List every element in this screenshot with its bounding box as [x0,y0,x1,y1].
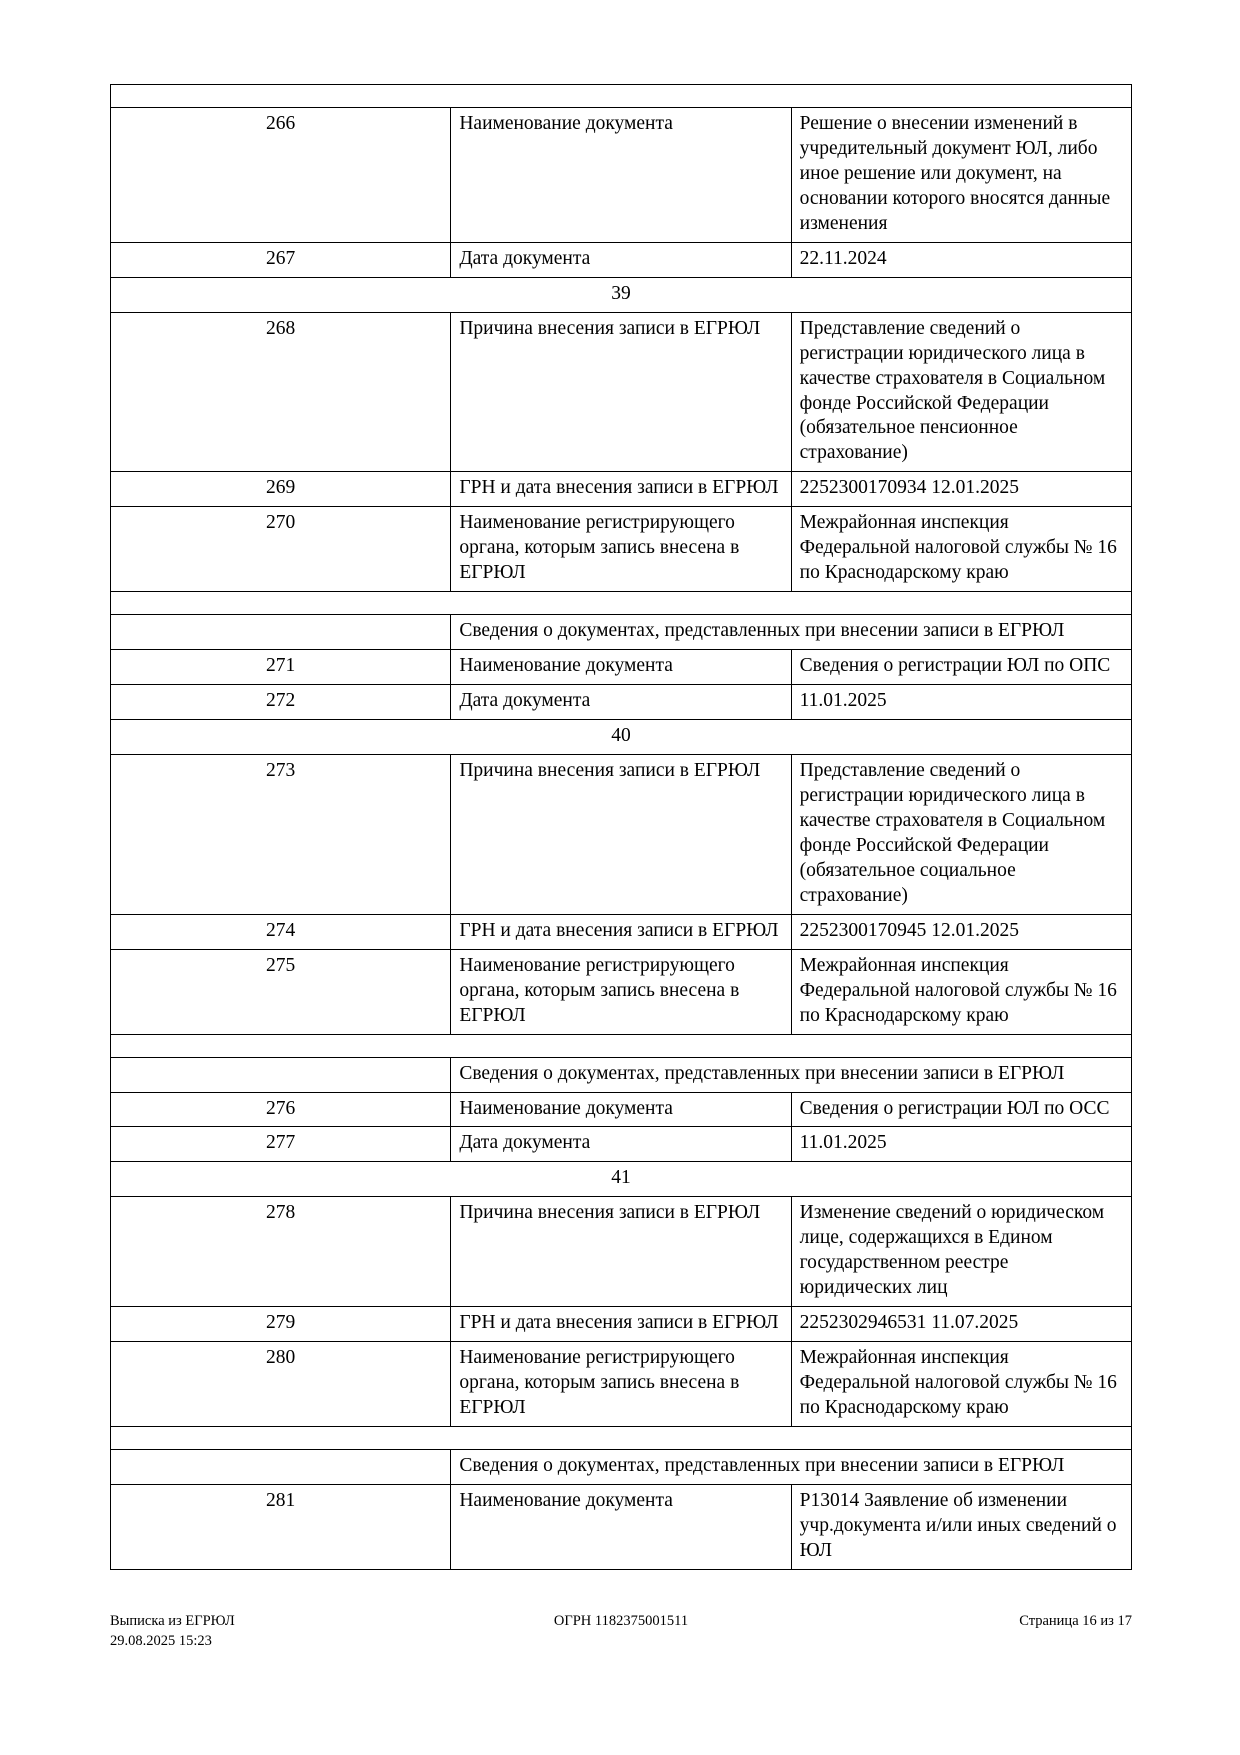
row-field-name: Наименование документа [451,108,791,243]
row-number: 275 [111,949,451,1034]
table-spacer-row [111,1426,1132,1449]
row-number: 269 [111,472,451,507]
row-number: 272 [111,685,451,720]
section-title-row [111,1057,1132,1092]
table-spacer-row [111,1034,1132,1057]
group-number-row [111,720,1132,755]
row-number: 273 [111,755,451,915]
row-field-name: Наименование регистрирующего органа, которым запись внесена в ЕГРЮЛ [451,949,791,1034]
table-row [111,312,1132,472]
table-spacer-row [111,592,1132,615]
section-row-number-cell [111,1449,451,1484]
row-field-value: 11.01.2025 [791,1127,1131,1162]
row-field-value: Р13014 Заявление об изменении учр.документа и/или иных сведений о ЮЛ [791,1484,1131,1569]
row-number: 277 [111,1127,451,1162]
spacer-cell [111,1034,1132,1057]
page-footer [110,1612,1132,1652]
row-field-name: Наименование документа [451,1484,791,1569]
row-number: 280 [111,1342,451,1427]
row-number: 281 [111,1484,451,1569]
table-row [111,472,1132,507]
row-number: 276 [111,1092,451,1127]
row-number: 270 [111,507,451,592]
group-number-row [111,277,1132,312]
row-number: 279 [111,1307,451,1342]
row-field-name: Причина внесения записи в ЕГРЮЛ [451,312,791,472]
egrul-records-table [110,84,1132,1570]
row-number: 278 [111,1197,451,1307]
row-field-value: Сведения о регистрации ЮЛ по ОСС [791,1092,1131,1127]
row-field-value: Представление сведений о регистрации юридического лица в качестве страхователя в Социальном фонде Российской Федерации (обязательное пенсионное страхование) [791,312,1131,472]
spacer-cell [111,592,1132,615]
footer-document-title: Выписка из ЕГРЮЛ [110,1613,235,1629]
group-number-row [111,1162,1132,1197]
row-field-name: Наименование регистрирующего органа, которым запись внесена в ЕГРЮЛ [451,1342,791,1427]
table-row [111,1484,1132,1569]
section-title: Сведения о документах, представленных при внесении записи в ЕГРЮЛ [451,615,1132,650]
row-field-value: Межрайонная инспекция Федеральной налоговой службы № 16 по Краснодарскому краю [791,949,1131,1034]
row-field-name: ГРН и дата внесения записи в ЕГРЮЛ [451,1307,791,1342]
row-field-value: Представление сведений о регистрации юридического лица в качестве страхователя в Социальном фонде Российской Федерации (обязательное социальное страхование) [791,755,1131,915]
row-field-value: Межрайонная инспекция Федеральной налоговой службы № 16 по Краснодарскому краю [791,1342,1131,1427]
row-number: 274 [111,914,451,949]
table-spacer-row [111,85,1132,108]
section-title: Сведения о документах, представленных при внесении записи в ЕГРЮЛ [451,1449,1132,1484]
row-field-value: Межрайонная инспекция Федеральной налоговой службы № 16 по Краснодарскому краю [791,507,1131,592]
row-field-name: ГРН и дата внесения записи в ЕГРЮЛ [451,472,791,507]
footer-ogrn: ОГРН 1182375001511 [553,1613,689,1629]
row-field-name: Дата документа [451,242,791,277]
row-field-value: 2252300170934 12.01.2025 [791,472,1131,507]
footer-line-1 [110,1612,1132,1632]
footer-timestamp: 29.08.2025 15:23 [110,1633,212,1649]
table-row [111,949,1132,1034]
section-title: Сведения о документах, представленных при внесении записи в ЕГРЮЛ [451,1057,1132,1092]
row-number: 266 [111,108,451,243]
row-field-name: Причина внесения записи в ЕГРЮЛ [451,755,791,915]
row-number: 267 [111,242,451,277]
spacer-cell [111,85,1132,108]
row-field-value: Изменение сведений о юридическом лице, содержащихся в Едином государственном реестре юридических лиц [791,1197,1131,1307]
table-row [111,685,1132,720]
row-number: 268 [111,312,451,472]
row-field-value: 2252300170945 12.01.2025 [791,914,1131,949]
row-field-name: Дата документа [451,1127,791,1162]
row-field-value: 11.01.2025 [791,685,1131,720]
row-field-value: Сведения о регистрации ЮЛ по ОПС [791,650,1131,685]
group-number: 40 [111,720,1132,755]
group-number: 39 [111,277,1132,312]
row-field-name: Дата документа [451,685,791,720]
table-row [111,1127,1132,1162]
row-field-name: Наименование документа [451,1092,791,1127]
table-row [111,1092,1132,1127]
row-field-value: 2252302946531 11.07.2025 [791,1307,1131,1342]
table-row [111,1342,1132,1427]
table-row [111,914,1132,949]
group-number: 41 [111,1162,1132,1197]
table-row [111,242,1132,277]
table-row [111,755,1132,915]
row-field-name: ГРН и дата внесения записи в ЕГРЮЛ [451,914,791,949]
table-row [111,108,1132,243]
table-row [111,1307,1132,1342]
section-row-number-cell [111,615,451,650]
table-body [111,85,1132,1570]
section-title-row [111,615,1132,650]
row-field-value: 22.11.2024 [791,242,1131,277]
row-field-name: Причина внесения записи в ЕГРЮЛ [451,1197,791,1307]
row-field-value: Решение о внесении изменений в учредительный документ ЮЛ, либо иное решение или документ, на основании которого вносятся данные изменения [791,108,1131,243]
row-number: 271 [111,650,451,685]
table-row [111,1197,1132,1307]
section-title-row [111,1449,1132,1484]
footer-line-2 [110,1632,1132,1652]
row-field-name: Наименование документа [451,650,791,685]
row-field-name: Наименование регистрирующего органа, которым запись внесена в ЕГРЮЛ [451,507,791,592]
table-row [111,650,1132,685]
spacer-cell [111,1426,1132,1449]
table-row [111,507,1132,592]
section-row-number-cell [111,1057,451,1092]
footer-page-number: Страница 16 из 17 [1019,1613,1132,1629]
